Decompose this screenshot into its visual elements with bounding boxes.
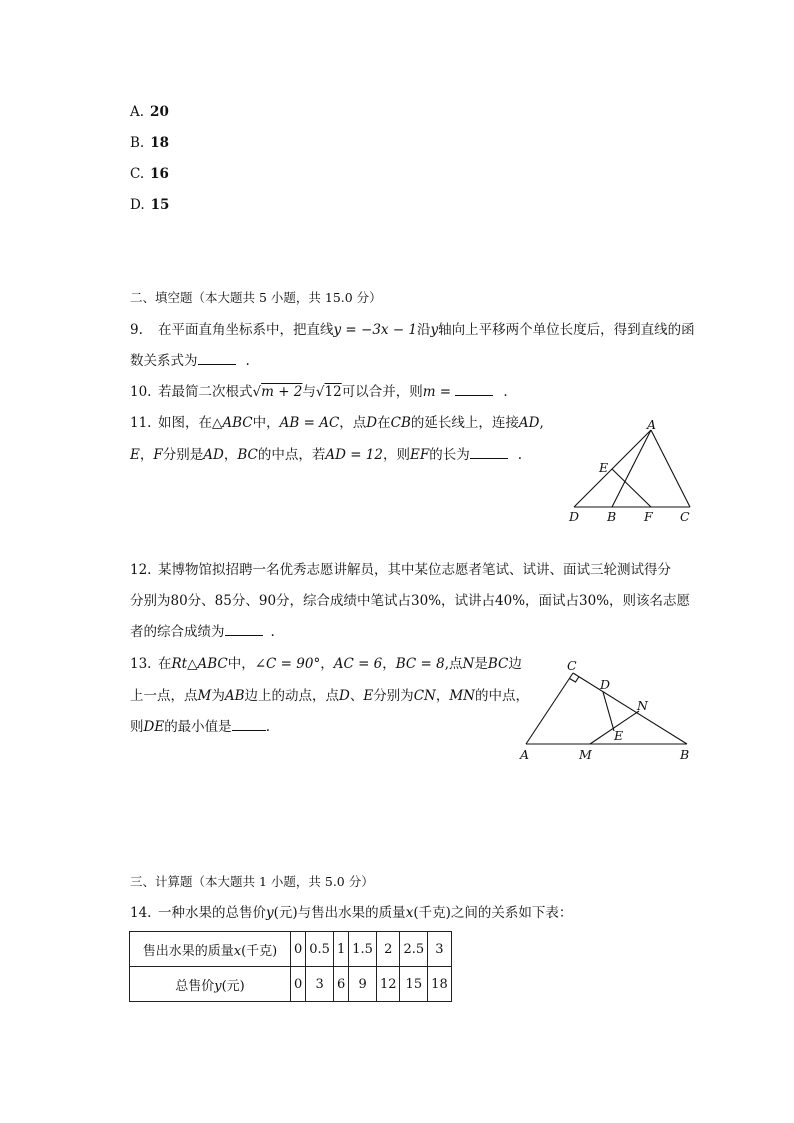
label-a: A bbox=[520, 747, 530, 762]
answer-blank[interactable] bbox=[225, 623, 263, 636]
table-cell: 0 bbox=[291, 932, 306, 967]
math-var: AB bbox=[224, 688, 245, 704]
segment-ac bbox=[651, 430, 690, 507]
label-d: D bbox=[569, 509, 580, 524]
text: . bbox=[245, 353, 250, 369]
option-c bbox=[130, 165, 169, 183]
text: 的中点， bbox=[474, 688, 529, 704]
math-var: M bbox=[197, 688, 212, 704]
option-label: D. bbox=[130, 197, 145, 213]
table-cell: 6 bbox=[333, 967, 348, 1002]
table-row bbox=[130, 967, 452, 1002]
section-2-title: 二、填空题（本大题共 5 小题，共 15.0 分） bbox=[130, 290, 382, 305]
table-row bbox=[130, 932, 452, 967]
math-var: MN bbox=[449, 688, 475, 704]
question-number: 9. bbox=[130, 322, 143, 338]
question-number: 14. bbox=[130, 905, 152, 921]
text: 、 bbox=[349, 688, 364, 704]
option-label: C. bbox=[130, 166, 145, 182]
text: 边上的动点，点 bbox=[244, 688, 339, 704]
label-a: A bbox=[647, 417, 657, 432]
text: ，点 bbox=[339, 415, 367, 431]
text: 边 bbox=[508, 656, 522, 672]
text: . bbox=[503, 384, 508, 400]
text: 在平面直角坐标系中，把直线 bbox=[158, 322, 334, 338]
math-var: AD bbox=[518, 415, 540, 431]
text: 上一点，点 bbox=[130, 688, 198, 704]
option-value: 18 bbox=[150, 135, 170, 151]
math-expression: △ABC bbox=[212, 415, 253, 431]
text: ， bbox=[139, 447, 154, 463]
math-var: y bbox=[266, 905, 274, 921]
table-cell: 2.5 bbox=[400, 932, 428, 967]
text: (千克)之间的关系如下表： bbox=[413, 905, 573, 921]
data-table bbox=[129, 931, 452, 1002]
text: 则 bbox=[130, 719, 144, 735]
math-var: CB bbox=[390, 415, 411, 431]
label-c: C bbox=[680, 509, 690, 524]
text: 一种水果的总售价 bbox=[158, 905, 266, 921]
option-value: 16 bbox=[150, 166, 169, 182]
answer-blank[interactable] bbox=[198, 352, 236, 365]
math-expression: AD = 12 bbox=[325, 447, 383, 463]
math-var: BC bbox=[237, 447, 258, 463]
q10-line: 10. 若最简二次根式√m + 2与√12可以合并，则m = . bbox=[130, 384, 508, 400]
text: 的最小值是 bbox=[164, 719, 232, 735]
text: ， bbox=[320, 656, 334, 672]
label-f: F bbox=[644, 509, 653, 524]
text: ， bbox=[435, 688, 450, 704]
label-d: D bbox=[600, 677, 611, 692]
q13-line1 bbox=[130, 655, 522, 673]
segment-ca bbox=[526, 673, 573, 744]
table-cell: 0 bbox=[291, 967, 306, 1002]
text: ，则 bbox=[382, 447, 410, 463]
right-angle-mark bbox=[570, 677, 580, 683]
option-value: 20 bbox=[150, 104, 169, 120]
text: 在 bbox=[377, 415, 391, 431]
text: 轴向上平移两个单位长度后，得到直线的函 bbox=[438, 322, 695, 338]
text: . bbox=[265, 719, 270, 735]
q11-line2 bbox=[130, 446, 522, 464]
table-cell: 9 bbox=[349, 967, 377, 1002]
text: 某博物馆拟招聘一名优秀志愿讲解员，其中某位志愿者笔试、试讲、面试三轮测试得分 bbox=[158, 562, 671, 578]
table-cell: 15 bbox=[400, 967, 428, 1002]
q11-line1: 11. 如图，在△ABC中，AB = AC，点D在CB的延长线上，连接AD, bbox=[130, 415, 544, 431]
table-cell: 3 bbox=[428, 932, 452, 967]
text: ， bbox=[382, 656, 396, 672]
math-var: N bbox=[462, 656, 475, 672]
text: . bbox=[270, 624, 275, 640]
option-a bbox=[130, 103, 169, 121]
math-expression: y = −3x − 1 bbox=[333, 322, 418, 338]
math-var: x bbox=[233, 943, 242, 959]
math-var: y bbox=[214, 978, 222, 994]
option-b bbox=[130, 134, 169, 152]
math-var: DE bbox=[143, 719, 165, 735]
row-header bbox=[130, 967, 291, 1002]
q9-line1 bbox=[130, 321, 695, 339]
question-number: 10. bbox=[130, 384, 152, 400]
answer-blank[interactable] bbox=[455, 383, 493, 396]
q12-line3 bbox=[130, 623, 275, 641]
q12-line1 bbox=[130, 561, 671, 579]
radicand: 12 bbox=[324, 384, 342, 400]
text: 在 bbox=[158, 656, 172, 672]
text: 的长为 bbox=[429, 447, 470, 463]
math-var: F bbox=[153, 447, 163, 463]
text: ， bbox=[223, 447, 238, 463]
option-value: 15 bbox=[150, 197, 170, 213]
text: 若最简二次根式 bbox=[158, 384, 253, 400]
label-b: B bbox=[680, 747, 690, 762]
answer-blank[interactable] bbox=[232, 718, 266, 731]
q14-line bbox=[130, 904, 572, 922]
segment-ab bbox=[612, 430, 651, 507]
math-expression: ∠C = 90° bbox=[254, 656, 321, 672]
label-e: E bbox=[599, 460, 609, 475]
q9-line2 bbox=[130, 352, 250, 370]
table-cell: 2 bbox=[376, 932, 400, 967]
label-m: M bbox=[579, 747, 592, 762]
row-header bbox=[130, 932, 291, 967]
math-var: AD bbox=[203, 447, 224, 463]
table-cell: 0.5 bbox=[306, 932, 334, 967]
section-3-title: 三、计算题（本大题共 1 小题，共 5.0 分） bbox=[130, 874, 374, 889]
label-n: N bbox=[637, 698, 648, 713]
table-cell: 1.5 bbox=[349, 932, 377, 967]
text: 中， bbox=[252, 415, 280, 431]
table-cell: 18 bbox=[428, 967, 452, 1002]
label-c: C bbox=[567, 658, 577, 673]
text: 是 bbox=[474, 656, 488, 672]
text: 分别为 bbox=[373, 688, 414, 704]
text: 为 bbox=[211, 688, 225, 704]
math-var: BC bbox=[487, 656, 509, 672]
text: 的延长线上，连接 bbox=[410, 415, 519, 431]
text: (元)与售出水果的质量 bbox=[273, 905, 406, 921]
q13-line2 bbox=[130, 687, 529, 705]
text: 总售价 bbox=[175, 978, 215, 994]
option-label: B. bbox=[130, 135, 145, 151]
table-cell: 12 bbox=[376, 967, 400, 1002]
text: ,点 bbox=[444, 656, 463, 672]
radicand: m + 2 bbox=[261, 384, 303, 400]
text: 可以合并，则 bbox=[341, 384, 423, 400]
option-label: A. bbox=[130, 104, 145, 120]
text: (元) bbox=[221, 978, 245, 994]
text: 分别是 bbox=[162, 447, 204, 463]
text: 售出水果的质量 bbox=[142, 943, 234, 959]
figure-q13 bbox=[515, 655, 695, 765]
segment-cb bbox=[573, 673, 687, 744]
q13-line3 bbox=[130, 718, 270, 736]
table-cell: 1 bbox=[333, 932, 348, 967]
math-expression: AC = 6 bbox=[333, 656, 383, 672]
q12-line2: 分别为80分、85分、90分，综合成绩中笔试占30%，试讲占40%，面试占30%，则该名志愿 bbox=[130, 593, 691, 609]
option-d bbox=[130, 196, 169, 214]
segment-ef bbox=[612, 469, 651, 507]
math-var: E bbox=[363, 688, 374, 704]
table-cell: 3 bbox=[306, 967, 334, 1002]
figure-q11 bbox=[560, 415, 700, 525]
math-var: E bbox=[130, 447, 140, 463]
question-number: 12. bbox=[130, 562, 152, 578]
label-e: E bbox=[614, 728, 624, 743]
text: 沿 bbox=[417, 322, 431, 338]
text: 数关系式为 bbox=[130, 353, 198, 369]
math-expression: BC = 8 bbox=[395, 656, 445, 672]
text: 与 bbox=[302, 384, 316, 400]
text: (千克) bbox=[241, 943, 278, 959]
math-var: D bbox=[339, 688, 350, 704]
math-var: D bbox=[366, 415, 378, 431]
answer-blank[interactable] bbox=[470, 446, 508, 459]
math-var: y bbox=[430, 322, 439, 338]
question-number: 11. bbox=[130, 415, 152, 431]
text: 如图，在 bbox=[158, 415, 212, 431]
math-var: x bbox=[405, 905, 414, 921]
math-var: EF bbox=[409, 447, 430, 463]
math-var: m = bbox=[422, 384, 452, 400]
text: 的中点，若 bbox=[257, 447, 326, 463]
math-expression: Rt△ABC bbox=[171, 656, 228, 672]
math-expression: AB = AC bbox=[279, 415, 340, 431]
text: 中， bbox=[227, 656, 255, 672]
text: 者的综合成绩为 bbox=[130, 624, 225, 640]
label-b: B bbox=[607, 509, 617, 524]
math-var: CN bbox=[413, 688, 436, 704]
text: . bbox=[517, 447, 523, 463]
question-number: 13. bbox=[130, 656, 152, 672]
